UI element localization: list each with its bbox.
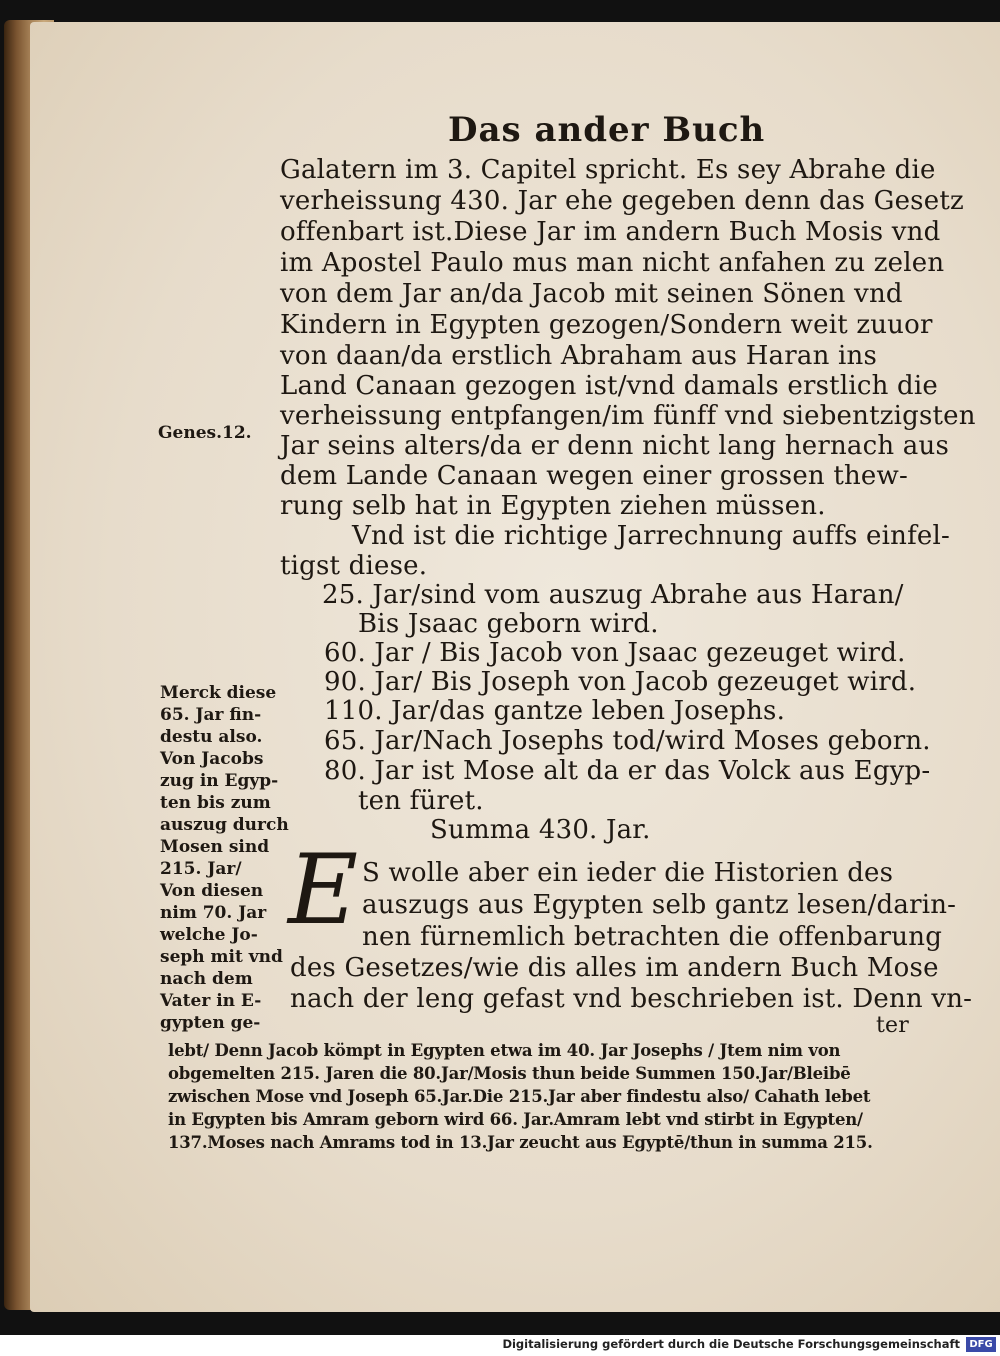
body-line: dem Lande Canaan wegen einer grossen thew- xyxy=(280,461,908,491)
body-line: Kindern in Egypten gezogen/Sondern weit zuuor xyxy=(280,310,933,340)
body-line: Jar seins alters/da er denn nicht lang hernach aus xyxy=(280,431,949,461)
foot-line: obgemelten 215. Jaren die 80.Jar/Mosis thun beide Summen 150.Jar/Bleibē xyxy=(168,1064,851,1083)
margin-note-line: auszug durch xyxy=(160,815,289,835)
body-line: auszugs aus Egypten selb gantz lesen/darin- xyxy=(362,890,957,920)
margin-note-genesis: Genes.12. xyxy=(158,423,252,443)
foot-line: 137.Moses nach Amrams tod in 13.Jar zeucht aus Egyptē/thun in summa 215. xyxy=(168,1133,873,1152)
body-line: offenbart ist.Diese Jar im andern Buch Mosis vnd xyxy=(280,217,941,247)
margin-note-line: Merck diese xyxy=(160,683,277,703)
margin-note-line: 65. Jar fin- xyxy=(160,705,262,725)
body-line: S wolle aber ein ieder die Historien des xyxy=(362,858,894,888)
body-line: verheissung entpfangen/im fünff vnd siebentzigsten xyxy=(280,401,976,431)
list-item: 80. Jar ist Mose alt da er das Volck aus Egyp- xyxy=(324,756,931,786)
margin-note-line: zug in Egyp- xyxy=(160,771,279,791)
foot-line: zwischen Mose vnd Joseph 65.Jar.Die 215.Jar aber findestu also/ Cahath lebet xyxy=(168,1087,871,1106)
margin-note-line: nim 70. Jar xyxy=(160,903,267,923)
margin-note-line: welche Jo- xyxy=(160,925,258,945)
foot-line: in Egypten bis Amram geborn wird 66. Jar.Amram lebt vnd stirbt in Egypten/ xyxy=(168,1110,863,1129)
list-item: 90. Jar/ Bis Joseph von Jacob gezeuget wird. xyxy=(324,667,917,697)
margin-note-line: Von Jacobs xyxy=(160,749,264,769)
margin-note-line: seph mit vnd xyxy=(160,947,283,967)
list-item: Bis Jsaac geborn wird. xyxy=(358,609,659,639)
body-line: von daan/da erstlich Abraham aus Haran ins xyxy=(280,341,878,371)
body-line: im Apostel Paulo mus man nicht anfahen zu zelen xyxy=(280,248,945,278)
body-line: Vnd ist die richtige Jarrechnung auffs einfel- xyxy=(352,521,950,551)
margin-note-line: gypten ge- xyxy=(160,1013,261,1033)
body-line: rung selb hat in Egypten ziehen müssen. xyxy=(280,491,826,521)
margin-note-line: ten bis zum xyxy=(160,793,271,813)
margin-note-line: 215. Jar/ xyxy=(160,859,242,879)
margin-note-line: Von diesen xyxy=(160,881,264,901)
dfg-logo-icon: DFG xyxy=(966,1337,996,1352)
body-line: von dem Jar an/da Jacob mit seinen Sönen vnd xyxy=(280,279,903,309)
summa-line: Summa 430. Jar. xyxy=(430,815,651,845)
list-item: 25. Jar/sind vom auszug Abrahe aus Haran/ xyxy=(322,580,904,610)
funding-credit: Digitalisierung gefördert durch die Deutsche Forschungsgemeinschaft xyxy=(502,1337,960,1351)
margin-note-line: destu also. xyxy=(160,727,263,747)
foot-line: lebt/ Denn Jacob kömpt in Egypten etwa im 40. Jar Josephs / Jtem nim von xyxy=(168,1041,841,1060)
drop-initial: E xyxy=(288,834,359,946)
body-line: des Gesetzes/wie dis alles im andern Buch Mose xyxy=(290,953,939,983)
margin-note-line: Vater in E- xyxy=(160,991,262,1011)
list-item: 110. Jar/das gantze leben Josephs. xyxy=(324,696,786,726)
list-item: ten füret. xyxy=(358,786,484,816)
body-line: nen fürnemlich betrachten die offenbarung xyxy=(362,922,943,952)
body-line: verheissung 430. Jar ehe gegeben denn das Gesetz xyxy=(280,186,964,216)
list-item: 60. Jar / Bis Jacob von Jsaac gezeuget wird. xyxy=(324,638,906,668)
catchword: ter xyxy=(876,1013,909,1038)
body-line: tigst diese. xyxy=(280,551,428,581)
credit-bar xyxy=(0,1335,1000,1356)
body-line: Land Canaan gezogen ist/vnd damals erstlich die xyxy=(280,371,938,401)
list-item: 65. Jar/Nach Josephs tod/wird Moses geborn. xyxy=(324,726,931,756)
body-line: nach der leng gefast vnd beschrieben ist. Denn vn- xyxy=(290,984,973,1014)
running-head: Das ander Buch xyxy=(448,110,766,150)
body-line: Galatern im 3. Capitel spricht. Es sey Abrahe die xyxy=(280,155,936,185)
margin-note-line: Mosen sind xyxy=(160,837,270,857)
margin-note-line: nach dem xyxy=(160,969,253,989)
